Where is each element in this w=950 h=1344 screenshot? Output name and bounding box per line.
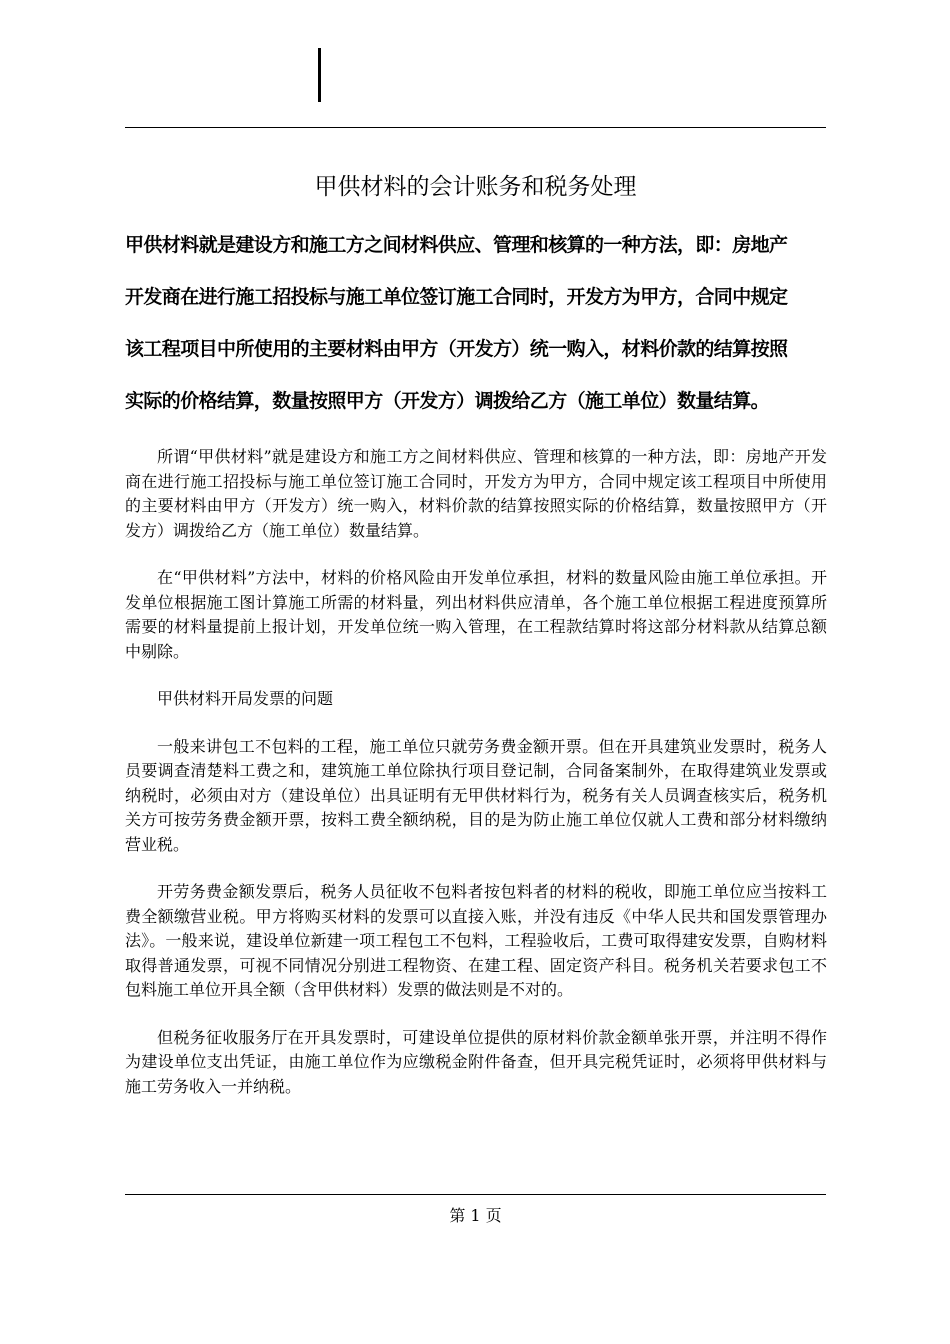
- body-paragraph: 但税务征收服务厅在开具发票时，可建设单位提供的原材料价款金额单张开票，并注明不得作为建设单位支出凭证，由施工单位作为应缴税金附件备查，但开具完税凭证时，必须将甲供材料与施工劳务收入一并纳税。: [125, 1027, 827, 1096]
- summary-line: 甲供材料就是建设方和施工方之间材料供应、管理和核算的一种方法，即：房地产: [125, 234, 788, 256]
- body-paragraph: 一般来讲包工不包料的工程，施工单位只就劳务费金额开票。但在开具建筑业发票时，税务人员要调查清楚料工费之和，建筑施工单位除执行项目登记制，合同备案制外，在取得建筑业发票或纳税时，必须由对方（建设单位）出具证明有无甲供材料行为，税务有关人员调查核实后，税务机关方可按劳务费金额开票，按料工费全额纳税，目的是为防止施工单位仅就人工费和部分材料缴纳营业税。: [125, 736, 827, 854]
- body-text: [125, 445, 827, 1122]
- body-paragraph: 所谓“甲供材料”就是建设方和施工方之间材料供应、管理和核算的一种方法，即：房地产开发商在进行施工招投标与施工单位签订施工合同时，开发方为甲方，合同中规定该工程项目中所使用的主要材料由甲方（开发方）统一购入，材料价款的结算按照实际的价格结算，数量按照甲方（开发方）调拨给乙方（施工单位）数量结算。: [125, 447, 827, 540]
- text-cursor-mark: [318, 48, 321, 102]
- footer-rule: [125, 1194, 826, 1195]
- summary-line: 开发商在进行施工招投标与施工单位签订施工合同时，开发方为甲方，合同中规定: [125, 286, 788, 308]
- page-number: 第 1 页: [449, 1206, 502, 1225]
- section-heading: 甲供材料开局发票的问题: [157, 689, 334, 708]
- header-rule: [125, 127, 826, 128]
- summary-line: 实际的价格结算，数量按照甲方（开发方）调拨给乙方（施工单位）数量结算。: [125, 390, 770, 412]
- summary-line: 该工程项目中所使用的主要材料由甲方（开发方）统一购入，材料价款的结算按照: [125, 338, 788, 360]
- body-paragraph: 开劳务费金额发票后，税务人员征收不包料者按包料者的材料的税收，即施工单位应当按料工费全额缴营业税。甲方将购买材料的发票可以直接入账，并没有违反《中华人民共和国发票管理办法》。一般来说，建设单位新建一项工程包工不包料，工程验收后，工费可取得建安发票，自购材料取得普通发票，可视不同情况分别进工程物资、在建工程、固定资产科目。税务机关若要求包工不包料施工单位开具全额（含甲供材料）发票的做法则是不对的。: [125, 882, 827, 999]
- body-paragraph: 在“甲供材料”方法中，材料的价格风险由开发单位承担，材料的数量风险由施工单位承担。开发单位根据施工图计算施工所需的材料量，列出材料供应清单，各个施工单位根据工程进度预算所需要的材料量提前上报计划，开发单位统一购入管理，在工程款结算时将这部分材料款从结算总额中剔除。: [125, 568, 827, 661]
- summary-block: [125, 230, 835, 438]
- document-title: 甲供材料的会计账务和税务处理: [314, 174, 637, 200]
